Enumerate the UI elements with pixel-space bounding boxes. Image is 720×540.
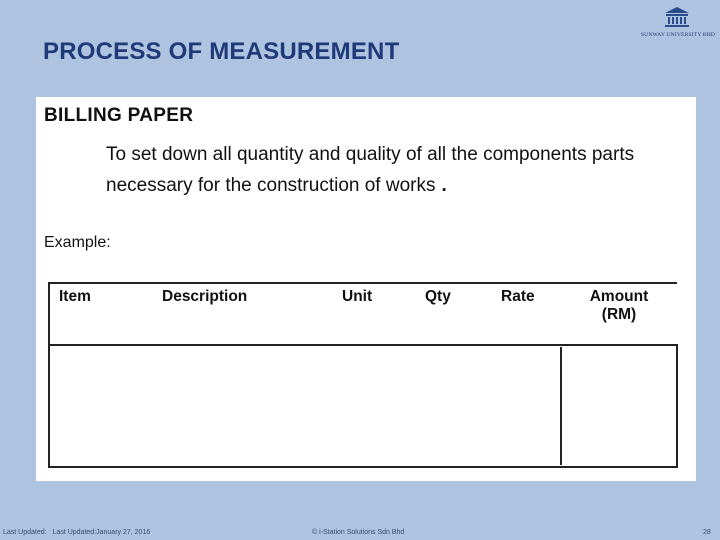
billing-table bbox=[48, 282, 678, 468]
header-rate: Rate bbox=[501, 288, 535, 305]
example-label: Example: bbox=[44, 234, 111, 251]
building-icon bbox=[662, 6, 692, 28]
header-item: Item bbox=[59, 288, 91, 305]
table-body-cell bbox=[49, 345, 677, 467]
definition-end: . bbox=[441, 175, 447, 196]
table-body-row bbox=[49, 345, 677, 467]
page-number: 28 bbox=[703, 529, 711, 536]
definition-text: To set down all quantity and quality of all the components parts necessary for the construction of works bbox=[106, 144, 635, 196]
table-header-row bbox=[49, 283, 677, 345]
footer-updated bbox=[3, 529, 150, 536]
amount-column-divider bbox=[560, 347, 562, 465]
section-heading: BILLING PAPER bbox=[44, 105, 194, 126]
header-qty: Qty bbox=[425, 288, 451, 305]
table-header-cell bbox=[49, 283, 677, 345]
header-amount-line2: (RM) bbox=[601, 306, 637, 323]
footer-updated-value: Last Updated:January 27, 2016 bbox=[52, 529, 151, 536]
header-amount-line1: Amount bbox=[589, 288, 649, 305]
footer-updated-label: Last Updated: bbox=[3, 529, 47, 536]
header-amount bbox=[560, 288, 678, 324]
footer-copyright: © i-Station Solutions Sdn Bhd bbox=[312, 529, 405, 536]
slide-title: PROCESS OF MEASUREMENT bbox=[43, 38, 400, 65]
university-logo bbox=[636, 6, 720, 38]
header-description: Description bbox=[162, 288, 248, 305]
logo-text: SUNWAY UNIVERSITY BHD bbox=[640, 32, 716, 38]
content-panel bbox=[36, 97, 696, 481]
header-unit: Unit bbox=[342, 288, 373, 305]
definition-paragraph bbox=[106, 139, 666, 201]
